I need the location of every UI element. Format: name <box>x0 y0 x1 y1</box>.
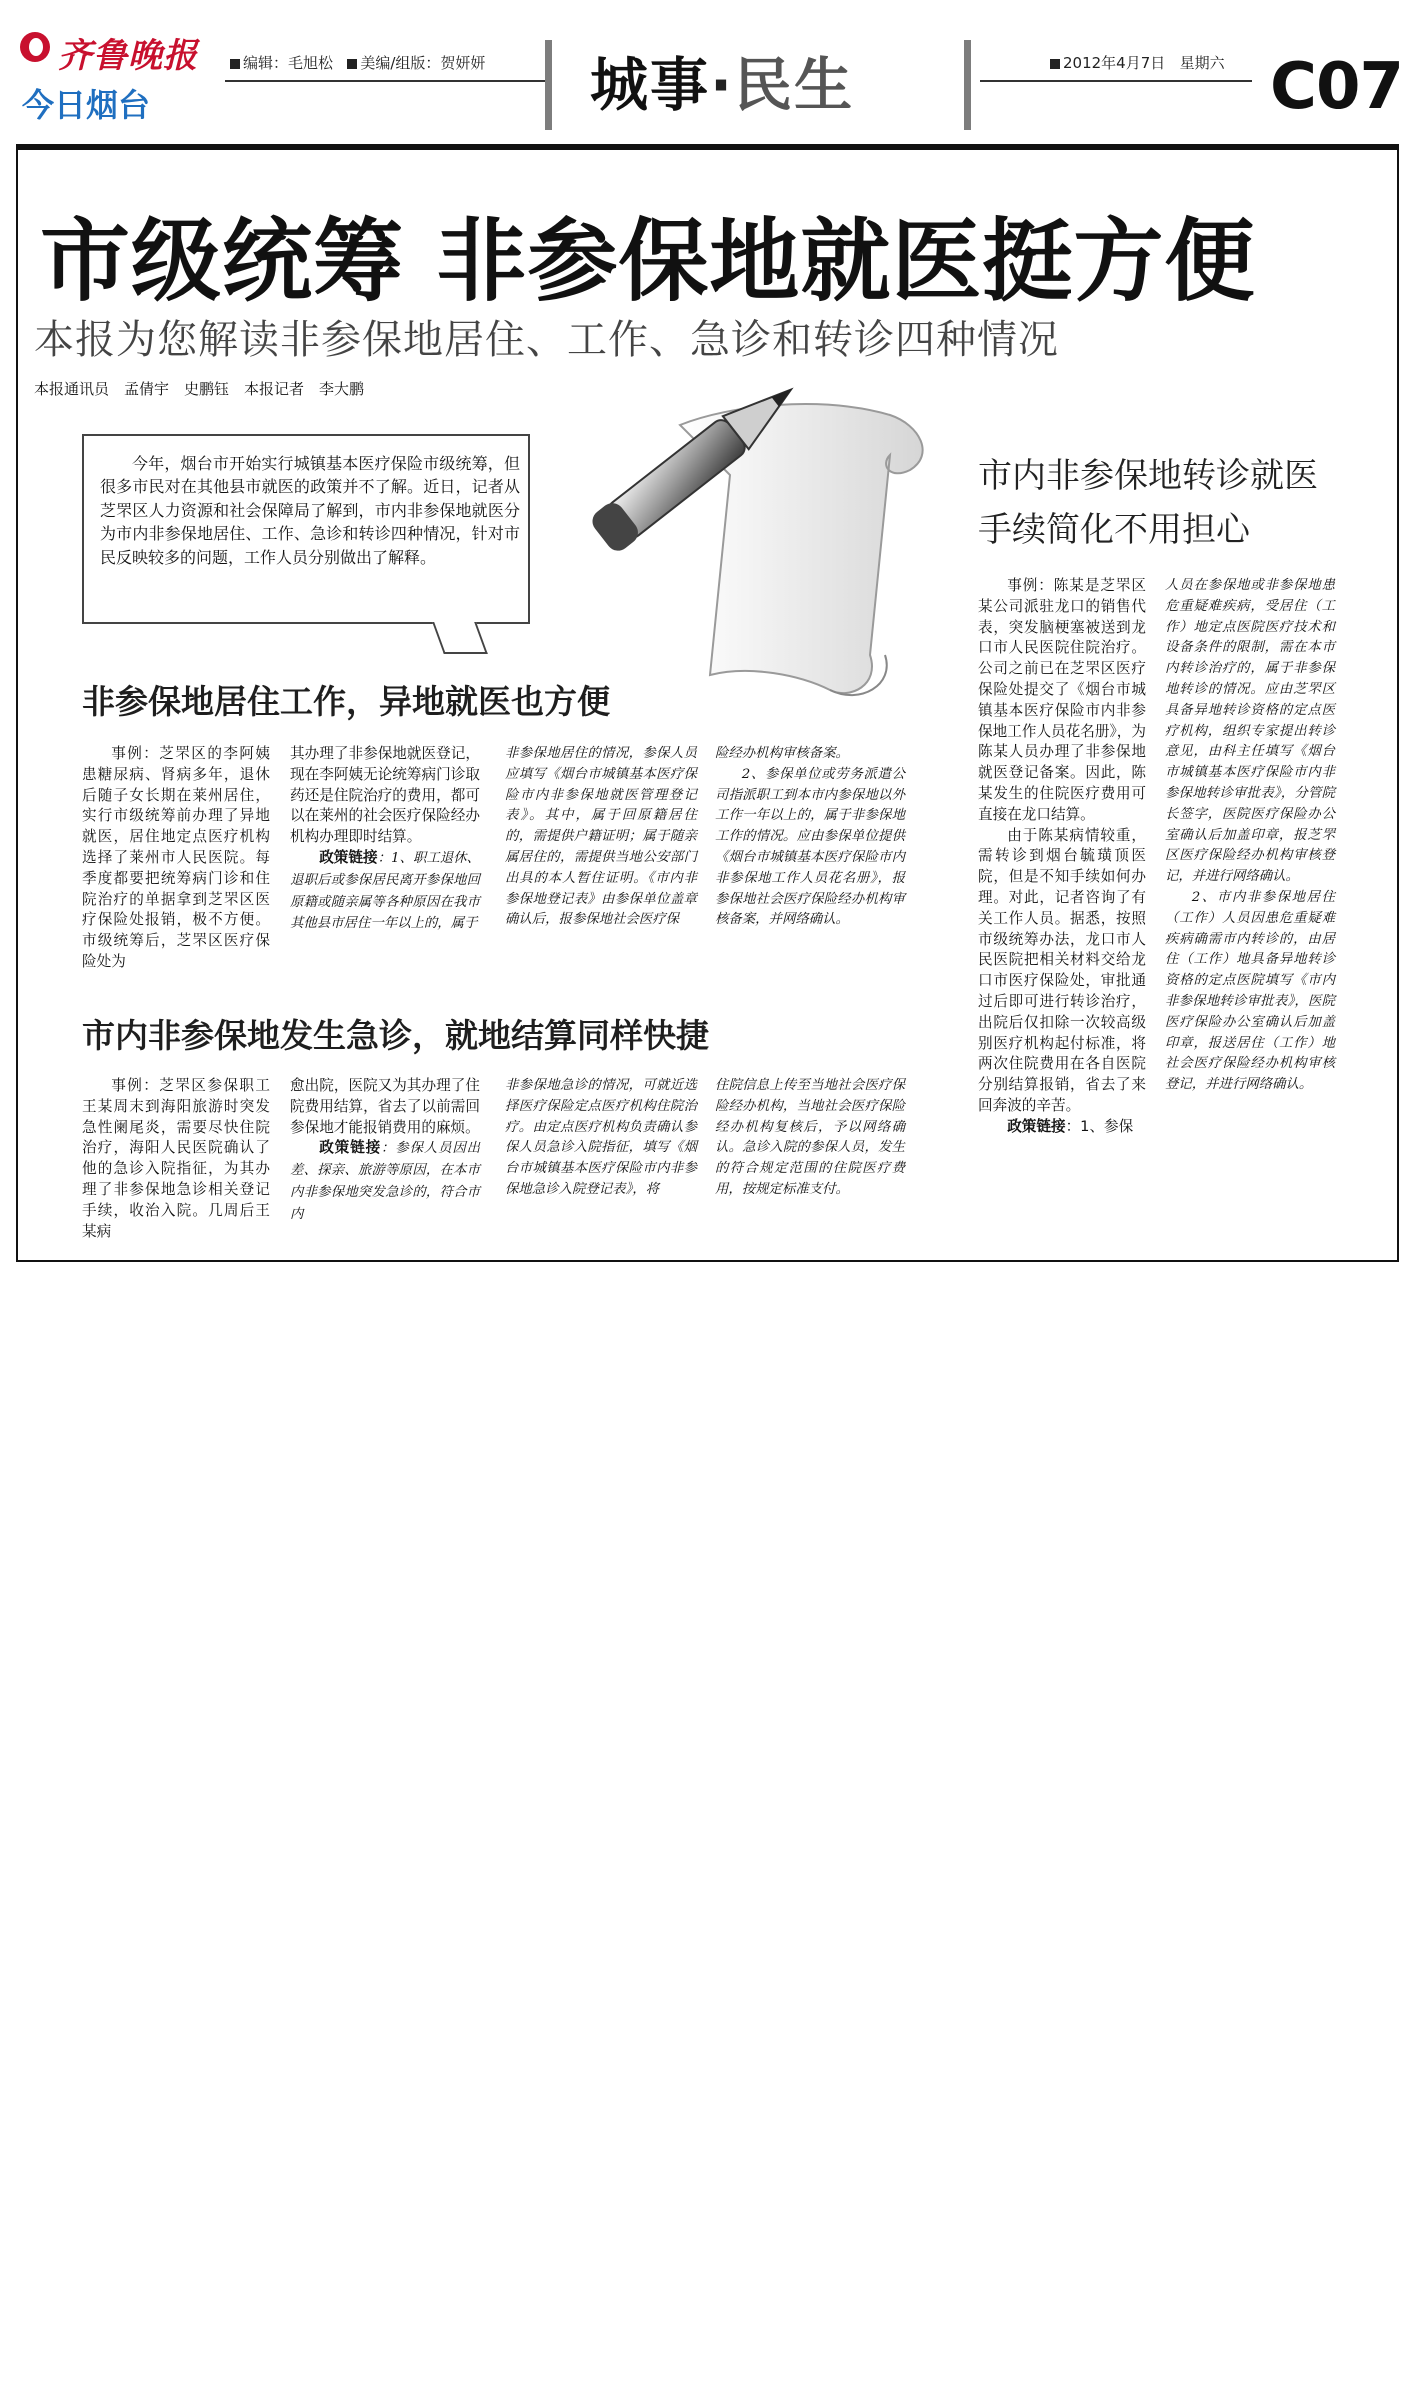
section3-col2-text-b: 2、市内非参保地居住（工作）人员因患危重疑难疾病确需市内转诊的，由居住（工作）地具备异地转诊资格的定点医院填写《市内非参保地转诊审批表》，医院医疗保险办公室确认后加盖印章，报送居住（工作）地社会医疗保险经办机构审核登记，并进行网络确认。 <box>1165 889 1335 1093</box>
section1-col4-text-a: 险经办机构审核备案。 <box>715 746 849 761</box>
section1-col2-text: 其办理了非参保地就医登记，现在李阿姨无论统筹病门诊取药还是住院治疗的费用，都可以在莱州的社会医疗保险经办机构办理即时结算。 <box>290 745 480 846</box>
brand-logo-icon <box>20 32 50 62</box>
article-byline: 本报通讯员 孟倩宇 史鹏钰 本报记者 李大鹏 <box>34 380 365 398</box>
section2-col3: 非参保地急诊的情况，可就近选择医疗保险定点医疗机构住院治疗。由定点医疗机构负责确认参保人员急诊入院指征，填写《烟台市城镇基本医疗保险市内非参保地急诊入院登记表》，将 <box>505 1078 697 1197</box>
edition-name: 今日烟台 <box>22 86 151 124</box>
section-bar-left <box>545 40 552 130</box>
editor-name: 编辑：毛旭松 <box>243 54 334 72</box>
date-text: 2012年4月7日 <box>1063 54 1166 72</box>
designer-name: 美编/组版：贺妍妍 <box>360 54 486 72</box>
section-part-a: 城事 <box>590 51 711 119</box>
section3-col2 <box>1165 576 1335 1096</box>
section2-policy-text: ：参保人员因出差、探亲、旅游等原因，在本市内非参保地突发急诊的，符合市内 <box>290 1141 480 1222</box>
section1-col3: 非参保地居住的情况，参保人员应填写《烟台市城镇基本医疗保险市内非参保地就医管理登记表》。其中，属于回原籍居住的，需提供户籍证明；属于随亲属居住的，需提供当地公安部门出具的本人暂住证明。《市内非参保地登记表》由参保单位盖章确认后，报参保地社会医疗保 <box>505 746 697 928</box>
section3-policy-label: 政策链接 <box>1007 1117 1066 1135</box>
article-headline: 市级统筹 非参保地就医挺方便 <box>40 209 1256 314</box>
issue-date <box>1050 52 1225 73</box>
section2-title: 市内非参保地发生急诊，就地结算同样快捷 <box>82 1016 709 1055</box>
section-separator: · <box>710 51 735 119</box>
section1-col1-text: 事例：芝罘区的李阿姨患糖尿病、肾病多年，退休后随子女长期在莱州居住，实行市级统筹前办理了异地就医，居住地定点医疗机构选择了莱州市人民医院。每季度都要把统筹病门诊和住院治疗的单据拿到芝罘区医疗保险处报销，极不方便。市级统筹后，芝罘区医疗保险处为 <box>82 745 270 970</box>
section1-policy-label: 政策链接 <box>319 848 378 866</box>
section3-title-line1: 市内非参保地转诊就医 <box>978 456 1318 496</box>
section1-title: 非参保地居住工作，异地就医也方便 <box>82 682 610 721</box>
square-bullet-icon <box>1050 59 1060 69</box>
section2-col2-text: 愈出院，医院又为其办理了住院费用结算，省去了以前需回参保地才能报销费用的麻烦。 <box>290 1077 480 1136</box>
section2-col1-text: 事例：芝罘区参保职工王某周末到海阳旅游时突发急性阑尾炎，需要尽快住院治疗，海阳人民医院确认了他的急诊入院指征，为其办理了非参保地急诊相关登记手续，收治入院。几周后王某病 <box>82 1077 270 1240</box>
pen-scroll-illustration <box>560 355 970 725</box>
section3-col1-text-b: 由于陈某病情较重，需转诊到烟台毓璜顶医院，但是不知手续如何办理。对此，记者咨询了有关工作人员。据悉，按照市级统筹办法，龙口市人民医院把相关材料交给龙口市医疗保险处，审批通过后即可进行转诊治疗，出院后仅扣除一次较高级别医疗机构起付标准，将两次住院费用在各自医院分别结算报销，省去了来回奔波的辛苦。 <box>978 826 1146 1114</box>
section2-policy-label: 政策链接 <box>319 1139 382 1157</box>
section3-col2-text-a: 人员在参保地或非参保地患危重疑难疾病，受居住（工作）地定点医院医疗技术和设备条件的限制，需在本市内转诊治疗的，属于非参保地转诊的情况。应由芝罘区具备异地转诊资格的定点医疗机构，组织专家提出转诊意见，由科主任填写《烟台市城镇基本医疗保险市内非参保地转诊审批表》，分管院长签字，医院医疗保险办公室确认后加盖印章，报芝罘区医疗保险经办机构审核登记，并进行网络确认。 <box>1165 578 1335 885</box>
brand-name: 齐鲁晚报 <box>58 36 198 76</box>
article-subhead: 本报为您解读非参保地居住、工作、急诊和转诊四种情况 <box>34 317 1059 363</box>
section2-col2 <box>290 1076 480 1226</box>
masthead-rule-right <box>980 80 1252 82</box>
editor-credits <box>230 52 485 73</box>
section-part-b: 民生 <box>734 51 855 119</box>
section3-policy-text: ：1、参保 <box>1065 1117 1134 1135</box>
section3-title-line2: 手续简化不用担心 <box>978 510 1250 550</box>
page-number: C07 <box>1270 50 1404 124</box>
section3-col1 <box>978 576 1146 1138</box>
square-bullet-icon <box>230 59 240 69</box>
section1-col2 <box>290 744 480 935</box>
section3-col1-text-a: 事例：陈某是芝罘区某公司派驻龙口的销售代表，突发脑梗塞被送到龙口市人民医院住院治疗。公司之前已在芝罘区医疗保险处提交了《烟台市城镇基本医疗保险市内非参保地工作人员花名册》，为陈某人员办理了非参保地就医登记备案。因此，陈某发生的住院医疗费用可直接在龙口结算。 <box>978 577 1146 823</box>
section1-policy-text: ：1、职工退休、退职后或参保居民离开参保地回原籍或随亲属等各种原因在我市其他县市居住一年以上的，属于 <box>290 850 480 932</box>
section-bar-right <box>964 40 971 130</box>
section1-col4-text-b: 2、参保单位或劳务派遣公司指派职工到本市内参保地以外工作一年以上的，属于非参保地工作的情况。应由参保单位提供《烟台市城镇基本医疗保险市内非参保地工作人员花名册》，报参保地社会医疗保险经办机构审核备案，并网络确认。 <box>715 766 905 928</box>
section2-col1 <box>82 1076 270 1242</box>
section-title <box>590 38 854 122</box>
section1-col1 <box>82 744 270 973</box>
square-bullet-icon <box>347 59 357 69</box>
section2-col4: 住院信息上传至当地社会医疗保险经办机构，当地社会医疗保险经办机构复核后，予以网络确认。急诊入院的参保人员，发生的符合规定范围的住院医疗费用，按规定标准支付。 <box>715 1078 905 1197</box>
section1-col4 <box>715 744 905 931</box>
masthead-rule-left <box>225 80 545 82</box>
weekday-text: 星期六 <box>1179 54 1225 72</box>
intro-text: 今年，烟台市开始实行城镇基本医疗保险市级统筹，但很多市民对在其他县市就医的政策并不了解。近日，记者从芝罘区人力资源和社会保障局了解到，市内非参保地就医分为市内非参保地居住、工作、急诊和转诊四种情况，针对市民反映较多的问题，工作人员分别做出了解释。 <box>100 454 520 567</box>
